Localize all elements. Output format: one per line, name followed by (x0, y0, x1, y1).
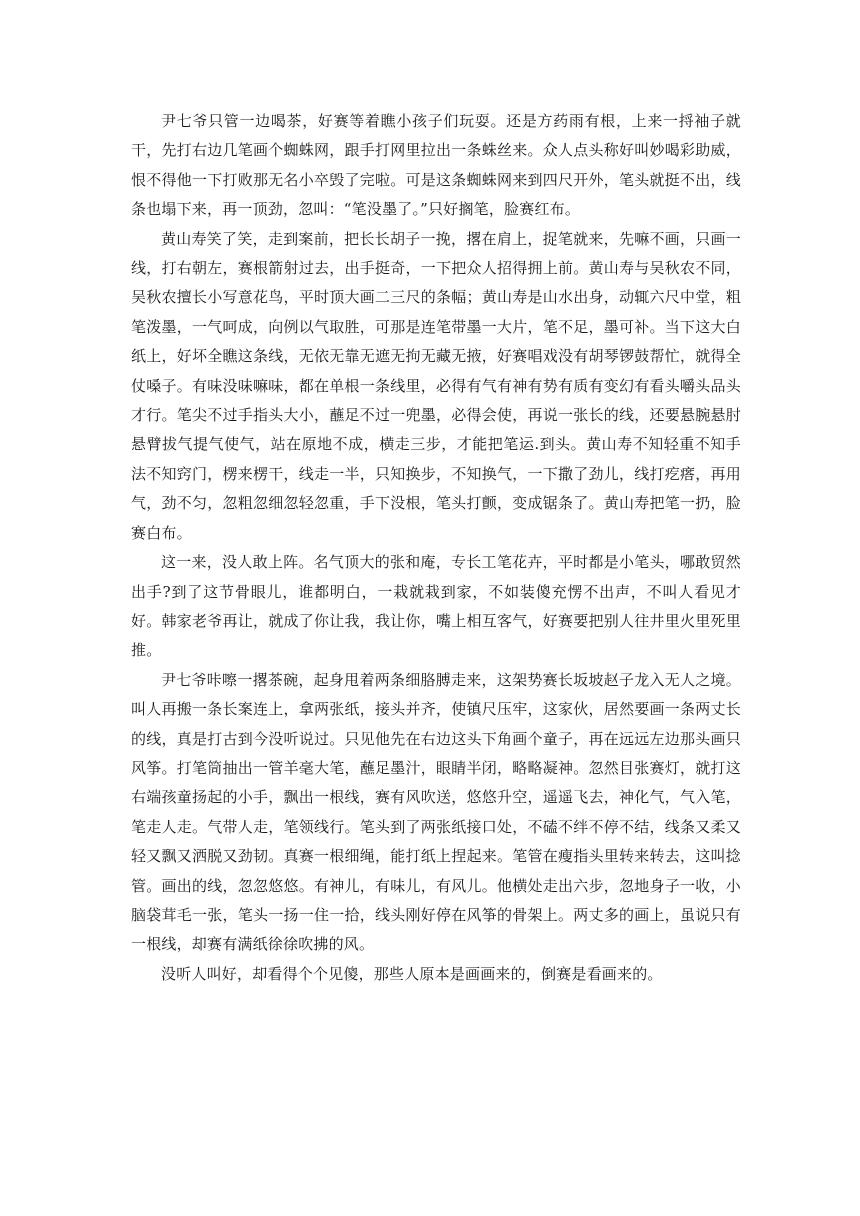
paragraph-3: 这一来，没人敢上阵。名气顶大的张和庵，专长工笔花卉，平时都是小笔头，哪敢贸然出手?到了这节骨眼儿，谁都明白，一栽就栽到家，不如装傻充愣不出声，不叫人看见才好。韩家老爷再让，就成了你让我，我让你，嘴上相互客气，好赛要把别人往井里火里死里推。 (131, 553, 741, 660)
paragraph-1: 尹七爷只管一边喝茶，好赛等着瞧小孩子们玩耍。还是方药雨有根，上来一捋袖子就干，先打右边几笔画个蜘蛛网，跟手打网里拉出一条蛛丝来。众人点头称好叫妙喝彩助威，恨不得他一下打败那无名小卒毁了完啦。可是这条蜘蛛网来到四尺开外，笔头就挺不出，线条也塌下来，再一顶劲，忽叫：“笔没墨了。”只好搁笔，脸赛红布。 (131, 112, 741, 219)
paragraph-2: 黄山寿笑了笑，走到案前，把长长胡子一挽，撂在肩上，捉笔就来，先嘛不画，只画一线，打右朝左，赛根箭射过去，出手挺奇，一下把众人招得拥上前。黄山寿与吴秋农不同，吴秋农擅长小写意花鸟，平时顶大画二三尺的条幅；黄山寿是山水出身，动辄六尺中堂，粗笔泼墨，一气呵成，向例以气取胜，可那是连笔带墨一大片，笔不足，墨可补。当下这大白纸上，好坏全瞧这条线，无依无靠无遮无拘无藏无掖，好赛唱戏没有胡琴锣鼓帮忙，就得全仗嗓子。有味没味嘛味，都在单根一条线里，必得有气有神有势有质有变幻有看头嚼头品头才行。笔尖不过手指头大小，蘸足不过一兜墨，必得会使，再说一张长的线，还要悬腕悬肘悬臂拔气提气使气，站在原地不成，横走三步，才能把笔运.到头。黄山寿不知轻重不知手法不知窍门，楞来楞干，线走一半，只知换步，不知换气，一下撒了劲儿，线打疙瘩，再用气，劲不匀，忽粗忽细忽轻忽重，手下没根，笔头打颤，变成锯条了。黄山寿把笔一扔，脸赛白布。 (131, 229, 741, 542)
paragraph-5: 没听人叫好，却看得个个见傻，那些人原本是画画来的，倒赛是看画来的。 (161, 964, 663, 983)
document-body (131, 107, 741, 989)
paragraph-4: 尹七爷咔嚓一撂茶碗，起身甩着两条细胳膊走来，这架势赛长坂坡赵子龙入无人之境。叫人再搬一条长案连上，拿两张纸，接头并齐，使镇尺压牢，这家伙，居然要画一条两丈长的线，真是打古到今没听说过。只见他先在右边这头下角画个童子，再在远远左边那头画只风筝。打笔筒抽出一管羊毫大笔，蘸足墨汁，眼睛半闭，略略凝神。忽然目张赛灯，就打这右端孩童扬起的小手，飘出一根线，赛有风吹送，悠悠升空，遥遥飞去，神化气，气入笔，笔走人走。气带人走，笔领线行。笔头到了两张纸接口处，不磕不绊不停不结，线条又柔又轻又飘又洒脱又劲韧。真赛一根细绳，能打纸上捏起来。笔管在瘦指头里转来转去，这叫捻管。画出的线，忽忽悠悠。有神儿，有味儿，有风儿。他横处走出六步，忽地身子一收，小脑袋茸毛一张，笔头一扬一住一拾，线头刚好停在风筝的骨架上。两丈多的画上，虽说只有一根线，却赛有满纸徐徐吹拂的风。 (131, 670, 741, 954)
